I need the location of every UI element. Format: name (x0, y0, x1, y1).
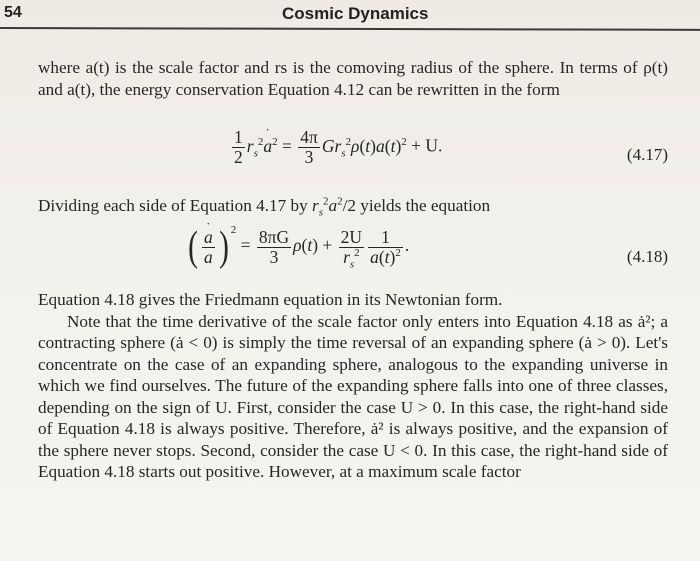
equation-number: (4.18) (626, 247, 668, 266)
paragraph-friedmann (38, 289, 668, 483)
fraction-denominator: 2 (234, 147, 243, 167)
running-head: Cosmic Dynamics (282, 4, 429, 23)
dividing-text-b: yields the equation (355, 196, 491, 215)
friedmann-first-line: Equation 4.18 gives the Friedmann equation in its Newtonian form. (38, 290, 503, 309)
density-term: ρ(t) + (293, 235, 337, 256)
fraction-numerator: a ˙ (202, 228, 215, 248)
paragraph-dividing (38, 195, 668, 217)
fraction-denominator: 3 (304, 147, 314, 167)
fraction-denominator: $r_s^2$ (343, 246, 360, 270)
equation-4-17 (38, 128, 668, 178)
fraction-numerator: 2U (340, 226, 363, 247)
equation-4-17-body (230, 128, 442, 167)
fraction-eight-pi-g (257, 228, 291, 267)
page-header (0, 0, 700, 30)
fraction-one-half (232, 128, 245, 167)
paragraph-intro: where a(t) is the scale factor and rs is the comoving radius of the sphere. In terms of ρ(t) and a(t), the energy conservation Equation 4.12 can be rewritten in the form (38, 58, 668, 99)
fraction-numerator: 4π (300, 127, 318, 147)
right-paren: ) (218, 224, 229, 270)
fraction-denominator: $a(t)^2$ (370, 246, 401, 267)
inline-math: $r_s^2a^2/2$ (312, 195, 356, 219)
rhs-term: $Gr_s^2\rho(t)a(t)^2$ (321, 135, 407, 160)
page-number: 54 (4, 4, 22, 21)
equation-4-18 (38, 225, 668, 285)
fraction-adot-over-a (202, 228, 215, 267)
fraction-numerator: 1 (368, 228, 403, 248)
rhs-tail: + U. (411, 135, 443, 156)
fraction-numerator: 1 (234, 127, 243, 147)
equation-4-18-body: ( $\frac{a ˙}{a}$ ) $^2$ = $\frac{8\pi G}{3}$ ρ(t) + $\frac{2U}{r_s^2}$ $\frac{1}{a(t)^2}$ . (186, 225, 409, 269)
fraction-denominator: 3 (269, 246, 279, 267)
fraction-numerator: 8πG (258, 226, 290, 247)
fraction-four-pi-thirds (298, 128, 320, 167)
lhs-term: $r_s^2a$ ˙$^2$ = (247, 136, 296, 156)
dividing-text-a: Dividing each side of Equation 4.17 by (38, 196, 312, 215)
fraction-one-over-a-squared (368, 228, 403, 267)
fraction-denominator: a (204, 246, 213, 267)
header-rule (0, 27, 700, 31)
left-paren: ( (188, 224, 198, 270)
friedmann-body: Note that the time derivative of the scale factor only enters into Equation 4.18 as ȧ²; a contracting sphere (ȧ < 0) is simply the time reversal of an expanding sphere (ȧ > 0). Let's concentrate on the case of an expanding sphere, analogous to the expanding universe in which we find ourselves. The future of the expanding sphere falls into one of three classes, depending on the sign of U. First, consider the case U > 0. In this case, the right-hand side of Equation 4.18 is always positive. Therefore, ȧ² is always positive, and the expansion of the sphere never stops. Second, consider the case U < 0. In this case, the right-hand side of Equation 4.18 starts out positive. However, at a maximum scale factor (38, 311, 668, 481)
equation-number: (4.17) (626, 145, 668, 164)
fraction-two-u (339, 226, 364, 270)
